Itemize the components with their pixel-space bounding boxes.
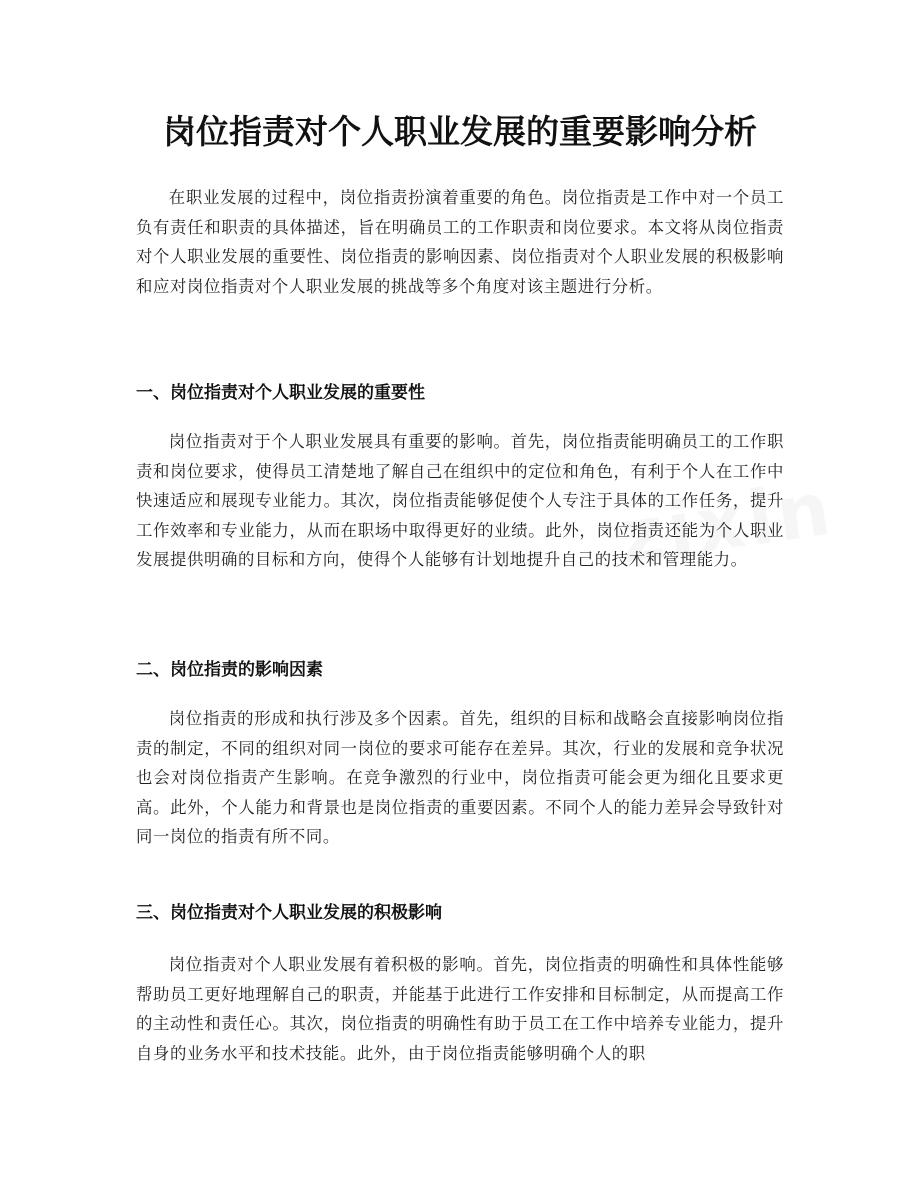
section-3-heading: 三、岗位指责对个人职业发展的积极影响 bbox=[136, 903, 442, 923]
intro-block bbox=[136, 183, 784, 301]
section-1-heading: 一、岗位指责对个人职业发展的重要性 bbox=[136, 383, 425, 403]
section-2-paragraph: 岗位指责的形成和执行涉及多个因素。首先，组织的目标和战略会直接影响岗位指责的制定，不同的组织对同一岗位的要求可能存在差异。其次，行业的发展和竞争状况也会对岗位指责产生影响。在竞争激烈的行业中，岗位指责可能会更为细化且要求更高。此外，个人能力和背景也是岗位指责的重要因素。不同个人的能力差异会导致针对同一岗位的指责有所不同。 bbox=[136, 709, 784, 846]
section-3-block bbox=[136, 950, 784, 1068]
intro-paragraph: 在职业发展的过程中，岗位指责扮演着重要的角色。岗位指责是工作中对一个员工负有责任和职责的具体描述，旨在明确员工的工作职责和岗位要求。本文将从岗位指责对个人职业发展的重要性、岗位指责的影响因素、岗位指责对个人职业发展的积极影响和应对岗位指责对个人职业发展的挑战等多个角度对该主题进行分析。 bbox=[136, 188, 784, 296]
document-title: 岗位指责对个人职业发展的重要影响分析 bbox=[163, 112, 757, 151]
section-2-block bbox=[136, 704, 784, 852]
section-1-block bbox=[136, 427, 784, 575]
section-3-paragraph: 岗位指责对个人职业发展有着积极的影响。首先，岗位指责的明确性和具体性能够帮助员工更好地理解自己的职责，并能基于此进行工作安排和目标制定，从而提高工作的主动性和责任心。其次，岗位指责的明确性有助于员工在工作中培养专业能力，提升自身的业务水平和技术技能。此外，由于岗位指责能够明确个人的职 bbox=[136, 955, 784, 1063]
section-1-paragraph: 岗位指责对于个人职业发展具有重要的影响。首先，岗位指责能明确员工的工作职责和岗位要求，使得员工清楚地了解自己在组织中的定位和角色，有利于个人在工作中快速适应和展现专业能力。其次，岗位指责能够促使个人专注于具体的工作任务，提升工作效率和专业能力，从而在职场中取得更好的业绩。此外，岗位指责还能为个人职业发展提供明确的目标和方向，使得个人能够有计划地提升自己的技术和管理能力。 bbox=[136, 432, 784, 569]
section-2-heading: 二、岗位指责的影响因素 bbox=[136, 660, 323, 680]
